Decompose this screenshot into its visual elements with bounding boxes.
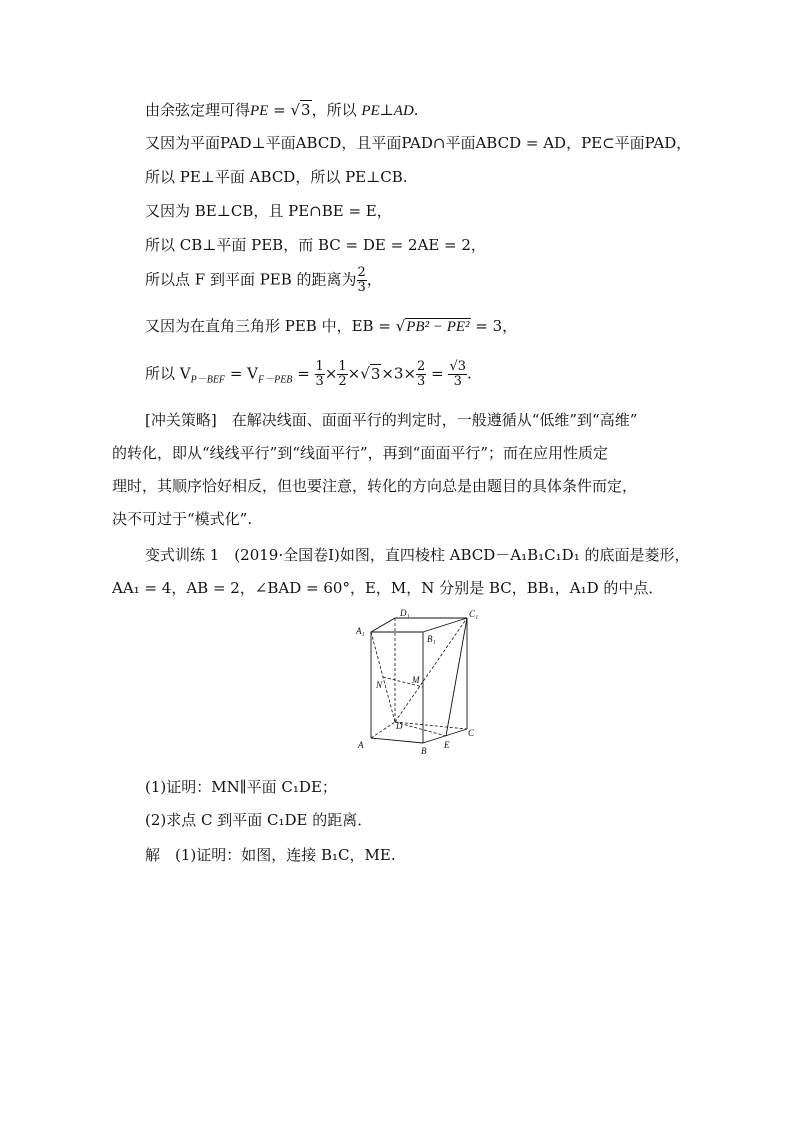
numerator: 1 xyxy=(315,359,324,374)
denominator: 3 xyxy=(453,374,462,389)
fraction xyxy=(337,360,347,389)
label-M: M xyxy=(412,675,420,685)
label-D1: D₁ xyxy=(400,608,410,618)
sqrt-body: PB² − PE² xyxy=(406,319,470,335)
text-segment: ，所以 xyxy=(311,101,362,119)
math-op: = xyxy=(426,364,449,383)
denominator: 3 xyxy=(417,374,426,389)
numerator: 1 xyxy=(338,359,347,374)
text-segment: 又因为在直角三角形 PEB 中，EB = xyxy=(145,317,396,335)
denominator: 3 xyxy=(315,374,324,389)
math-op: ×3× xyxy=(381,364,417,383)
math-var: PE xyxy=(250,103,269,119)
text-segment: = 3， xyxy=(470,317,518,335)
solution-line-3: 所以 PE⊥平面 ABCD，所以 PE⊥CB. xyxy=(145,168,408,186)
sqrt-sign: √ xyxy=(290,101,301,119)
strategy-line-4: 决不可过于“模式化”. xyxy=(112,510,253,528)
label-C: C xyxy=(468,728,475,738)
solution-line-4: 又因为 BE⊥CB，且 PE∩BE = E， xyxy=(145,202,392,220)
text-segment: 所以 V xyxy=(145,364,191,383)
sqrt-sign: √ xyxy=(360,364,370,383)
sqrt-sign: √ xyxy=(395,317,406,335)
numerator: 2 xyxy=(417,359,426,374)
subscript: F－PEB xyxy=(257,374,293,386)
math-op: × xyxy=(324,364,338,383)
period: . xyxy=(413,101,419,119)
text-segment: 所以点 F 到平面 PEB 的距离为 xyxy=(145,270,357,289)
fraction xyxy=(416,360,426,389)
math-op: × xyxy=(347,364,361,383)
denominator: 3 xyxy=(357,280,366,295)
label-C1: C₁ xyxy=(469,609,479,619)
solution-line-7 xyxy=(145,316,517,337)
fraction xyxy=(315,360,325,389)
math-op: = xyxy=(268,101,291,119)
solution-line-1 xyxy=(145,100,419,121)
question-1: (1)证明：MN∥平面 C₁DE； xyxy=(145,778,337,796)
solution-line-5: 所以 CB⊥平面 PEB，而 BC = DE = 2AE = 2， xyxy=(145,236,486,254)
subscript: P－BEF xyxy=(190,374,226,386)
label-N: N xyxy=(376,680,383,690)
fraction xyxy=(448,360,467,389)
solution-start: 解 (1)证明：如图，连接 B₁C，ME. xyxy=(145,846,396,864)
exercise-line-1: 变式训练 1 (2019·全国卷Ⅰ)如图，直四棱柱 ABCD－A₁B₁C₁D₁ 的底面是菱形， xyxy=(145,546,690,564)
strategy-line-2: 的转化，即从“线线平行”到“线面平行”，再到“面面平行”；而在应用性质定 xyxy=(112,444,609,462)
label-D: D xyxy=(396,721,403,731)
text-segment: ， xyxy=(366,270,382,289)
sqrt-body: 3 xyxy=(370,364,381,383)
period: . xyxy=(467,364,472,383)
prism-figure xyxy=(350,608,480,758)
question-2: (2)求点 C 到平面 C₁DE 的距离． xyxy=(145,811,373,829)
solution-line-6 xyxy=(145,266,382,295)
text-segment: = V xyxy=(225,364,258,383)
label-B1: B₁ xyxy=(427,634,436,644)
label-E: E xyxy=(444,740,450,750)
sqrt-body: 3 xyxy=(301,101,311,119)
numerator: √3 xyxy=(449,359,466,374)
numerator: 2 xyxy=(357,265,366,280)
math-op: = xyxy=(292,364,315,383)
fraction xyxy=(357,266,367,295)
label-B: B xyxy=(421,746,427,756)
strategy-line-3: 理时，其顺序恰好相反，但也要注意，转化的方向总是由题目的具体条件而定， xyxy=(112,477,638,495)
denominator: 2 xyxy=(338,374,347,389)
label-A: A xyxy=(358,740,364,750)
math-expr: PE⊥AD xyxy=(361,103,414,119)
text-segment: 由余弦定理可得 xyxy=(145,101,251,119)
label-A1: A₁ xyxy=(356,626,365,636)
solution-line-2: 又因为平面PAD⊥平面ABCD，且平面PAD∩平面ABCD = AD，PE⊂平面PAD， xyxy=(145,134,692,152)
strategy-line-1: [冲关策略] 在解决线面、面面平行的判定时，一般遵循从“低维”到“高维” xyxy=(145,411,638,429)
solution-line-8 xyxy=(145,360,472,391)
exercise-line-2: AA₁ = 4，AB = 2，∠BAD = 60°，E，M，N 分别是 BC，BB₁，A₁D 的中点． xyxy=(112,579,664,597)
